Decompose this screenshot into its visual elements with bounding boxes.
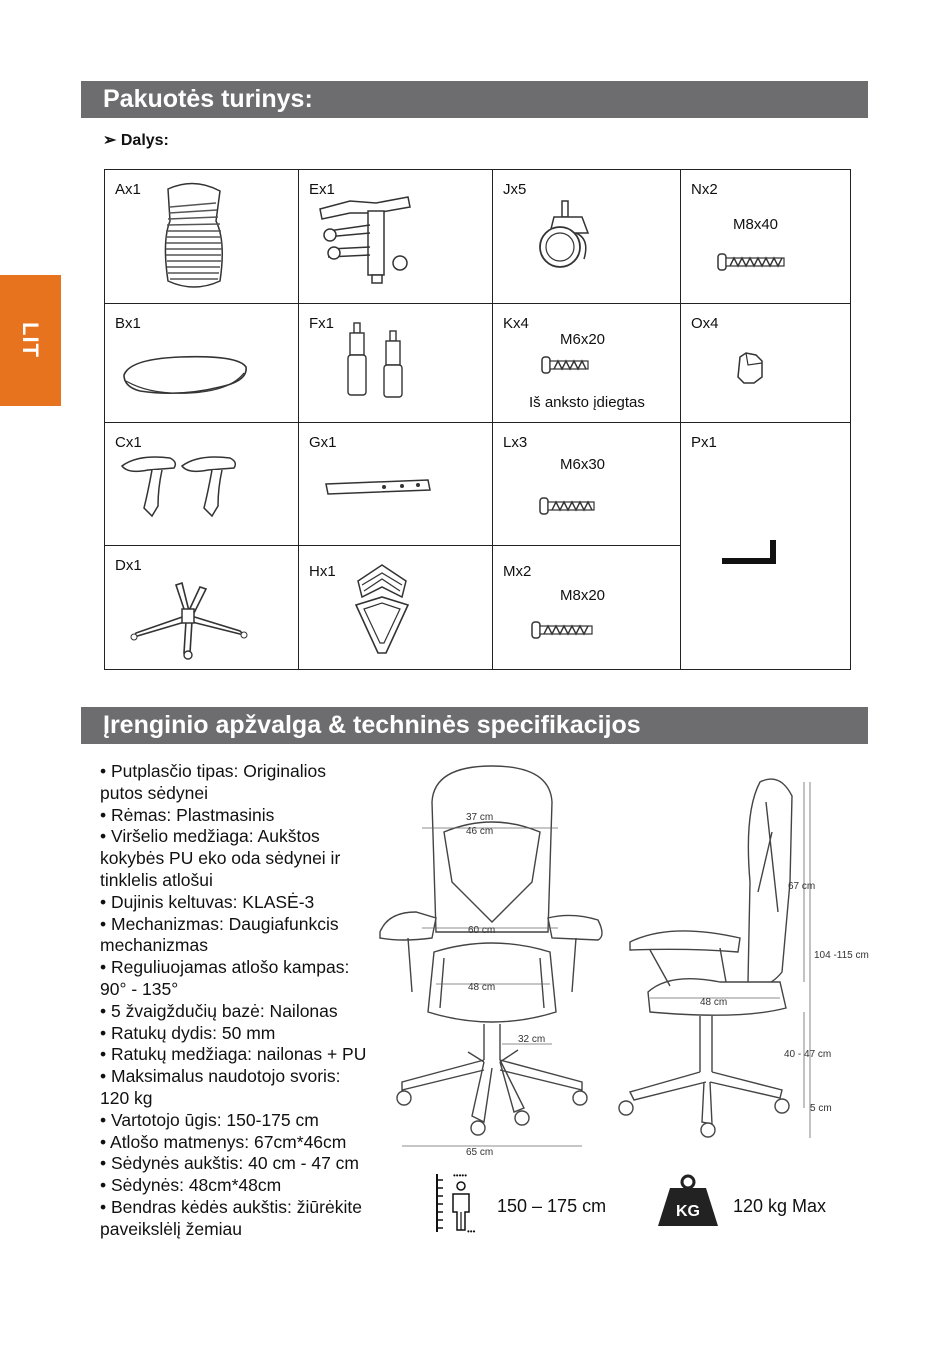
part-cell-f	[298, 303, 492, 422]
spec-item: • Atlošo matmenys: 67cm*46cm	[100, 1131, 347, 1152]
gas-lift-icon	[336, 321, 416, 401]
part-code: Kx4	[503, 315, 529, 332]
part-size: M8x40	[733, 216, 779, 233]
part-cell-a	[104, 169, 298, 303]
part-code: Bx1	[115, 315, 141, 332]
part-cell-p	[680, 422, 851, 670]
front-dim-1: 37 cm	[466, 812, 494, 823]
screw-icon	[716, 251, 786, 273]
part-cell-h	[298, 545, 492, 670]
part-cell-e	[298, 169, 492, 303]
spec-item: • Putplasčio tipas: Originalios putos sėdynei	[100, 761, 326, 803]
spec-item: • Mechanizmas: Daugiafunkcis mechanizmas	[100, 913, 339, 956]
user-height-icon	[433, 1172, 483, 1234]
part-code: Dx1	[115, 557, 142, 574]
side-dim-5: 5 cm	[810, 1103, 832, 1114]
front-dim-6: 65 cm	[466, 1147, 494, 1158]
part-code: Lx3	[503, 434, 528, 451]
part-cell-j	[492, 169, 680, 303]
part-cell-c	[104, 422, 298, 545]
arrow-bullet-icon: ➢	[103, 132, 117, 149]
spec-item: • Bendras kėdės aukštis: žiūrėkite paveikslėlį žemiau	[100, 1196, 362, 1239]
weight-icon-label: KG	[676, 1203, 700, 1220]
language-tab-label: LIT	[18, 322, 43, 358]
front-dim-2: 46 cm	[466, 826, 494, 837]
language-tab	[0, 275, 61, 406]
part-code: Hx1	[309, 563, 336, 580]
part-cell-d	[104, 545, 298, 670]
svg-text:•••: •••	[467, 1227, 476, 1234]
part-cell-g	[298, 422, 492, 545]
part-cell-k	[492, 303, 680, 422]
part-size: M6x20	[560, 331, 606, 348]
connector-plate-icon	[324, 478, 434, 498]
part-code: Fx1	[309, 315, 335, 332]
spec-item: • Ratukų medžiaga: nailonas + PU	[100, 1044, 367, 1065]
section-title: Pakuotės turinys:	[103, 85, 313, 113]
spec-item: • Maksimalus naudotojo svoris: 120 kg	[100, 1066, 341, 1108]
side-dim-2: 104 -115 cm	[814, 950, 869, 961]
part-cell-n	[680, 169, 851, 303]
part-code: Mx2	[503, 563, 532, 580]
spec-item: • Sėdynės: 48cm*48cm	[100, 1175, 282, 1196]
height-range-text: 150 – 175 cm	[497, 1196, 607, 1216]
allen-key-icon	[720, 538, 780, 568]
spec-item: • Vartotojo ūgis: 150-175 cm	[100, 1109, 319, 1130]
side-dim-3: 48 cm	[700, 997, 728, 1008]
part-note: Iš anksto įdiegtas	[529, 394, 645, 411]
spec-item: • Rėmas: Plastmasinis	[100, 804, 275, 825]
part-code: Ax1	[115, 181, 141, 198]
part-code: Ex1	[309, 181, 335, 198]
chair-side-view	[610, 772, 882, 1152]
star-base-icon	[128, 581, 248, 661]
part-code: Ox4	[691, 315, 719, 332]
part-code: Nx2	[691, 181, 718, 198]
spec-list	[100, 761, 372, 1241]
part-code: Px1	[691, 434, 717, 451]
front-dim-4: 48 cm	[468, 982, 496, 993]
spec-item: • Sėdynės aukštis: 40 cm - 47 cm	[100, 1153, 360, 1174]
spec-item: • Viršelio medžiaga: Aukštos kokybės PU eko oda sėdynei ir tinklelis atlošui	[100, 826, 341, 890]
spec-item: • Dujinis keltuvas: KLASĖ-3	[100, 891, 315, 912]
front-dim-5: 32 cm	[518, 1034, 546, 1045]
backrest-icon	[154, 181, 234, 291]
screw-icon	[538, 496, 598, 516]
mechanism-icon	[310, 191, 420, 291]
seat-cushion-icon	[120, 351, 250, 401]
part-cell-l	[492, 422, 680, 545]
screw-icon	[530, 619, 594, 641]
part-code: Jx5	[503, 181, 527, 198]
parts-heading-label: Dalys:	[120, 132, 169, 149]
part-code: Gx1	[309, 434, 337, 451]
section-package-contents	[81, 81, 868, 118]
spec-item: • Ratukų dydis: 50 mm	[100, 1022, 276, 1043]
parts-table	[104, 169, 851, 670]
front-dim-3: 60 cm	[468, 925, 496, 936]
part-cell-o	[680, 303, 851, 422]
svg-text:•••••: •••••	[453, 1172, 468, 1180]
part-code: Cx1	[115, 434, 142, 451]
side-dim-4: 40 - 47 cm	[784, 1049, 832, 1060]
spec-item: • Reguliuojamas atlošo kampas: 90° - 135°	[100, 957, 350, 999]
section-overview-specs	[81, 707, 868, 744]
part-cell-m	[492, 545, 680, 670]
part-size: M8x20	[560, 587, 606, 604]
parts-heading	[103, 130, 169, 150]
spec-item: • 5 žvaigždučių bazė: Nailonas	[100, 1000, 338, 1021]
screw-icon	[540, 355, 590, 375]
part-size: M6x30	[560, 456, 606, 473]
weight-icon	[656, 1174, 720, 1228]
part-cell-b	[104, 303, 298, 422]
section-title: Įrenginio apžvalga & techninės specifikacijos	[103, 711, 641, 739]
armrest-icon	[118, 452, 248, 522]
cover-icon	[352, 563, 412, 658]
side-dim-1: 67 cm	[788, 881, 816, 892]
max-weight-text: 120 kg Max	[733, 1196, 827, 1216]
chair-front-view	[372, 762, 612, 1162]
caster-wheel-icon	[532, 199, 602, 269]
cap-icon	[732, 351, 768, 387]
